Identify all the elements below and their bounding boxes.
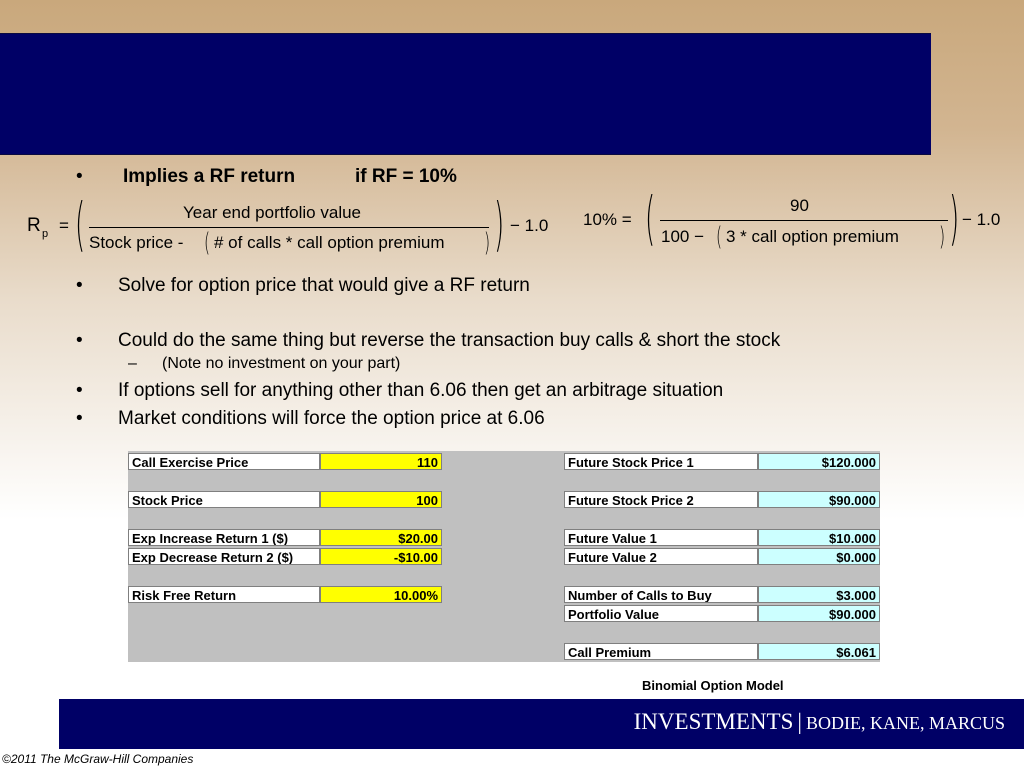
footer-bar (59, 699, 1024, 749)
left-paren: ( (645, 184, 656, 252)
label-call-premium: Call Premium (564, 643, 758, 660)
left-paren: ( (75, 190, 86, 258)
label-future-value-1: Future Value 1 (564, 529, 758, 546)
bullet-marker: • (76, 275, 83, 296)
value-portfolio-value[interactable]: $90.000 (758, 605, 880, 622)
label-future-value-2: Future Value 2 (564, 548, 758, 565)
inner-left-paren: ( (204, 228, 211, 258)
slide-title-bar (0, 33, 931, 155)
label-number-of-calls: Number of Calls to Buy (564, 586, 758, 603)
inner-right-paren: ) (484, 228, 491, 258)
fraction-bar (89, 227, 489, 228)
brand-text (634, 709, 1005, 735)
bullet-1-text: Implies a RF return (123, 166, 296, 187)
bullet-3-text: Could do the same thing but reverse the transaction buy calls & short the stock (118, 330, 781, 351)
input-call-exercise-price[interactable]: 110 (320, 453, 442, 470)
input-stock-price[interactable]: 100 (320, 491, 442, 508)
formula-denominator-b: 3 * call option premium (726, 227, 899, 246)
bullet-5-text: Market conditions will force the option price at 6.06 (118, 408, 545, 429)
formula-tail: − 1.0 (962, 210, 1001, 229)
bullet-marker: • (76, 408, 83, 429)
bullet-marker: • (76, 380, 83, 401)
value-future-value-2[interactable]: $0.000 (758, 548, 880, 565)
formula-lhs: R (27, 215, 41, 236)
formula-numerator: Year end portfolio value (183, 203, 362, 222)
formula-denominator-b: # of calls * call option premium (214, 233, 445, 252)
label-future-stock-price-1: Future Stock Price 1 (564, 453, 758, 470)
bullet-1-condition: if RF = 10% (355, 166, 457, 187)
input-exp-increase-return[interactable]: $20.00 (320, 529, 442, 546)
formula-lhs: 10% = (583, 210, 632, 229)
formula-denominator-a: 100 − (661, 227, 705, 246)
value-future-value-1[interactable]: $10.000 (758, 529, 880, 546)
label-portfolio-value: Portfolio Value (564, 605, 758, 622)
formula-numerator: 90 (790, 196, 809, 215)
bullet-marker: • (76, 330, 83, 351)
formula-tail: − 1.0 (510, 216, 549, 235)
value-number-of-calls[interactable]: $3.000 (758, 586, 880, 603)
label-stock-price: Stock Price (128, 491, 320, 508)
spreadsheet (128, 451, 880, 662)
inner-left-paren: ( (716, 222, 723, 252)
input-risk-free-return[interactable]: 10.00% (320, 586, 442, 603)
label-risk-free-return: Risk Free Return (128, 586, 320, 603)
formula-lhs-subscript: p (42, 228, 49, 240)
label-exp-increase-return: Exp Increase Return 1 ($) (128, 529, 320, 546)
formula-equals: = (59, 216, 69, 235)
sub-bullet-marker: – (128, 355, 137, 372)
fraction-bar (660, 220, 948, 221)
right-paren: ) (949, 184, 960, 252)
table-caption: Binomial Option Model (642, 678, 784, 693)
right-paren: ) (494, 190, 505, 258)
brand-authors: BODIE, KANE, MARCUS (805, 713, 1005, 733)
label-future-stock-price-2: Future Stock Price 2 (564, 491, 758, 508)
bullet-marker: • (76, 166, 83, 187)
brand-separator: | (797, 709, 802, 734)
formula-denominator-a: Stock price - (89, 233, 184, 252)
bullet-4-text: If options sell for anything other than 6.06 then get an arbitrage situation (118, 380, 724, 401)
bullet-2-text: Solve for option price that would give a RF return (118, 275, 530, 296)
value-future-stock-price-1[interactable]: $120.000 (758, 453, 880, 470)
inner-right-paren: ) (939, 222, 946, 252)
copyright-notice: ©2011 The McGraw-Hill Companies (2, 752, 194, 766)
value-call-premium[interactable]: $6.061 (758, 643, 880, 660)
label-call-exercise-price: Call Exercise Price (128, 453, 320, 470)
input-exp-decrease-return[interactable]: -$10.00 (320, 548, 442, 565)
label-exp-decrease-return: Exp Decrease Return 2 ($) (128, 548, 320, 565)
brand-main: INVESTMENTS (633, 709, 794, 734)
value-future-stock-price-2[interactable]: $90.000 (758, 491, 880, 508)
bullet-3-subtext: (Note no investment on your part) (162, 355, 401, 372)
